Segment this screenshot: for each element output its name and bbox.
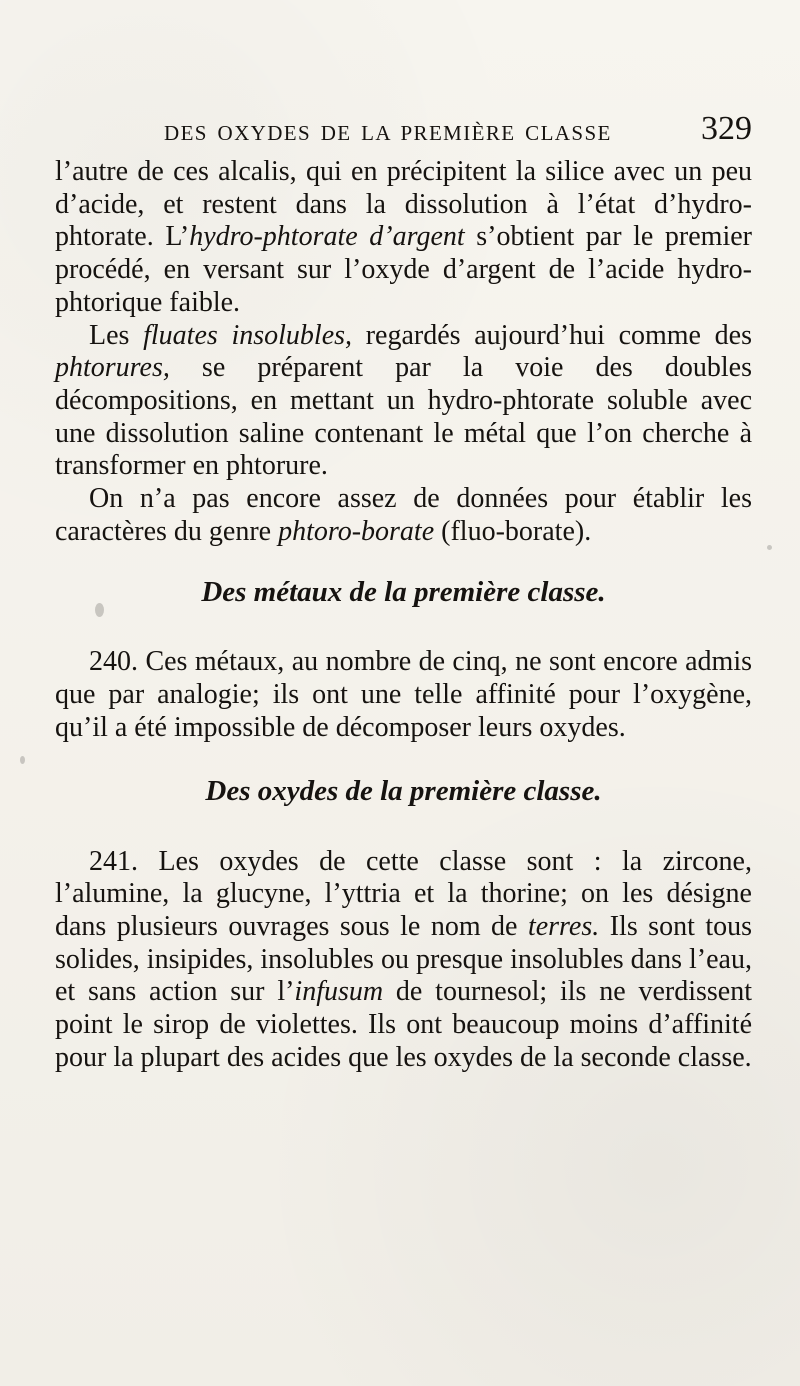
- paragraph-2-italic-term-2: phtorures,: [55, 352, 170, 384]
- paragraph-2-text-3: se préparent par la voie des doubles décompositions, en mettant un hydro-phtorate soluble avec une dissolution saline contenant le métal que l’on cherche à transformer en phtorure.: [55, 352, 752, 482]
- ink-smudge: [20, 756, 25, 764]
- page-number: 329: [701, 110, 752, 147]
- paragraph-5-text-2: Ils sont tous solides, insipides, insolubles ou presque insolubles dans l’eau, et sans action sur l’: [55, 910, 752, 1008]
- paragraph-5-text-1: 241. Les oxydes de cette classe sont : la zircone, l’alumine, la glucyne, l’yttria et la thorine; on les désigne dans plusieurs ouvrages sous le nom de: [55, 845, 752, 942]
- paragraph-3-text-1: On n’a pas encore assez de données pour établir les caractères du genre: [55, 483, 752, 547]
- paragraph-1-text-2: s’obtient par le premier procédé, en versant sur l’oxyde d’argent de l’acide hydro-phtorique faible.: [55, 221, 752, 318]
- paragraph-5-italic-term-1: terres.: [527, 910, 600, 942]
- paragraph-3: [55, 483, 752, 548]
- paragraph-1-text-1: l’autre de ces alcalis, qui en précipitent la silice avec un peu d’acide, et restent dans la dissolution à l’état d’hydro-phtorate. L’: [55, 156, 752, 253]
- section-heading-oxides: Des oxydes de la première classe.: [205, 774, 602, 807]
- paragraph-2-italic-term-1: fluates insolubles,: [143, 319, 353, 351]
- ink-smudge: [767, 545, 772, 550]
- paragraph-5: [55, 846, 752, 1075]
- running-head: [100, 112, 752, 162]
- page-body: [55, 156, 752, 1074]
- paragraph-2-text-2: regardés aujourd’hui comme des: [352, 319, 752, 351]
- paragraph-5-text-3: de tournesol; ils ne verdissent point le sirop de violettes. Ils ont beaucoup moins d’affinité pour la plupart des acides que les oxydes de la seconde classe.: [55, 976, 752, 1073]
- paragraph-1: [55, 156, 752, 320]
- paragraph-2: [55, 320, 752, 484]
- paragraph-1-italic-term: hydro-phtorate d’argent: [189, 221, 465, 253]
- running-head-title: DES OXYDES DE LA PREMIÈRE CLASSE: [164, 121, 612, 145]
- paragraph-3-text-2: (fluo-borate).: [434, 515, 592, 547]
- paragraph-2-text-1: Les: [89, 319, 144, 351]
- paragraph-3-italic-term: phtoro-borate: [278, 515, 435, 547]
- section-heading-metals: Des métaux de la première classe.: [201, 576, 606, 609]
- paragraph-4-text: 240. Ces métaux, au nombre de cinq, ne sont encore admis que par analogie; ils ont une telle affinité pour l’oxygène, qu’il a été impossible de décomposer leurs oxydes.: [55, 646, 752, 743]
- paragraph-5-italic-term-2: infusum: [294, 976, 384, 1008]
- paragraph-4: [55, 646, 752, 744]
